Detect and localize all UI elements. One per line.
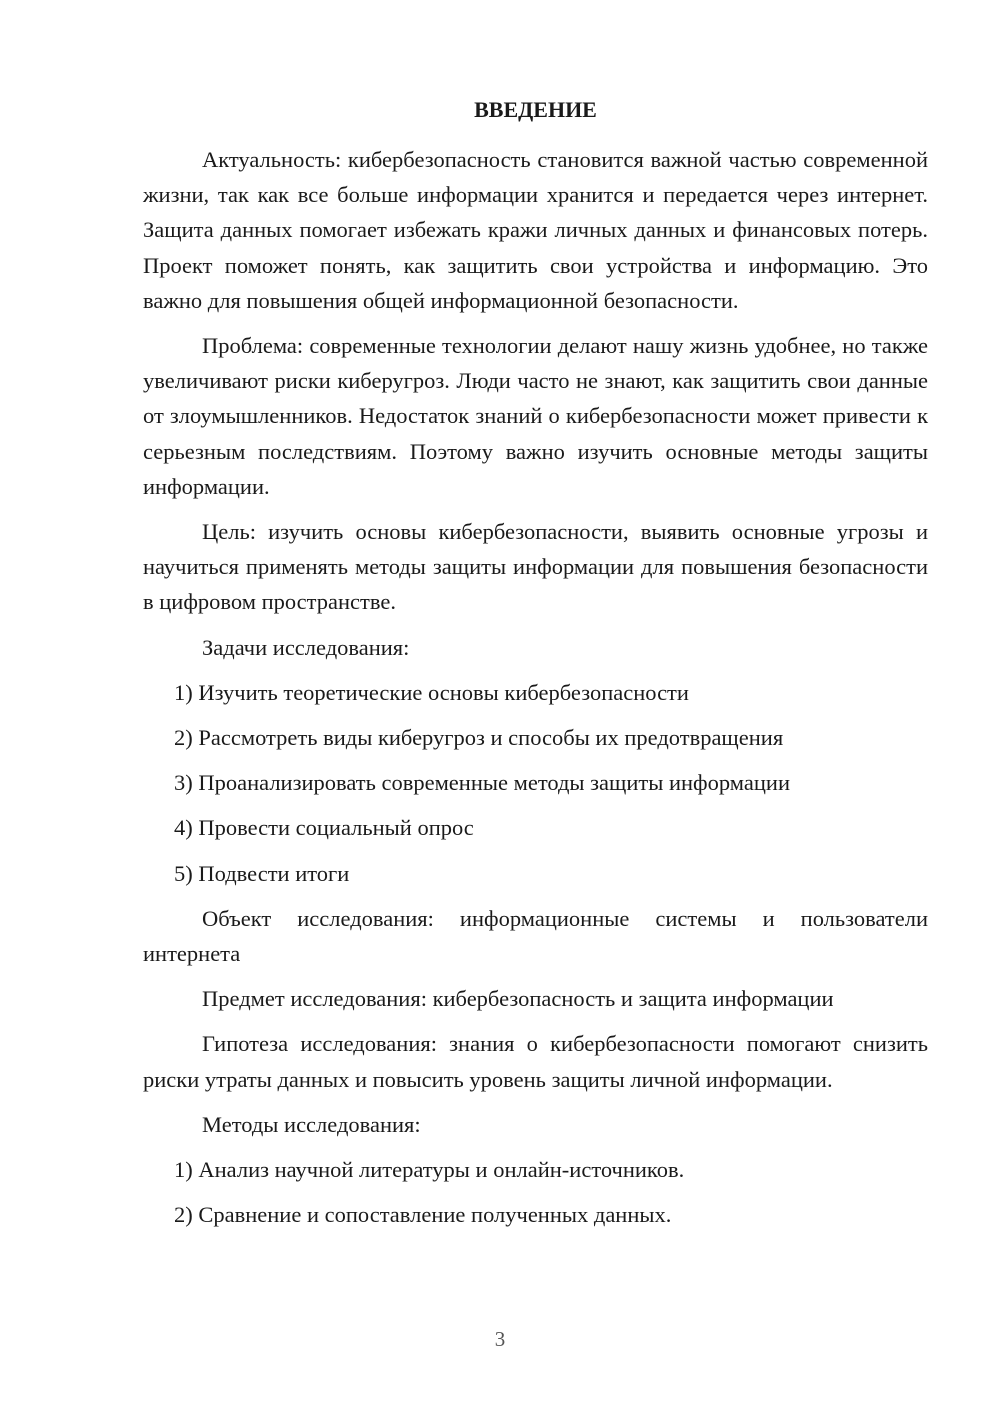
list-item: 1) Изучить теоретические основы кибербезопасности bbox=[174, 679, 689, 705]
tasks-heading: Задачи исследования: bbox=[202, 634, 410, 660]
list-item: 3) Проанализировать современные методы защиты информации bbox=[174, 770, 790, 796]
relevance-paragraph: Актуальность: кибербезопасность становится важной частью современной жизни, так как все больше информации хранится и передается через интернет. Защита данных помогает избежать кражи личных данных и финансовых потерь. Проект поможет понять, как защитить свои устройства и информацию. Это важно для повышения общей информационной безопасности. bbox=[143, 147, 928, 313]
list-item: 5) Подвести итоги bbox=[174, 860, 350, 886]
tasks-list bbox=[143, 675, 928, 891]
page-title: ВВЕДЕНИЕ bbox=[474, 97, 597, 122]
page-number: 3 bbox=[494, 1327, 506, 1351]
list-item: 2) Рассмотреть виды киберугроз и способы их предотвращения bbox=[174, 725, 784, 751]
goal-paragraph: Цель: изучить основы кибербезопасности, выявить основные угрозы и научиться применять методы защиты информации для повышения безопасности в цифровом пространстве. bbox=[143, 519, 928, 615]
object-paragraph: Объект исследования: информационные системы и пользователи интернета bbox=[143, 905, 928, 967]
list-item: 4) Провести социальный опрос bbox=[174, 815, 474, 841]
document-page bbox=[143, 92, 928, 1242]
list-item: 2) Сравнение и сопоставление полученных данных. bbox=[174, 1202, 672, 1228]
hypothesis-paragraph: Гипотеза исследования: знания о кибербезопасности помогают снизить риски утраты данных и повысить уровень защиты личной информации. bbox=[143, 1031, 928, 1092]
methods-list bbox=[143, 1152, 928, 1232]
methods-heading: Методы исследования: bbox=[202, 1111, 421, 1137]
problem-paragraph: Проблема: современные технологии делают нашу жизнь удобнее, но также увеличивают риски киберугроз. Люди часто не знают, как защитить свои данные от злоумышленников. Недостаток знаний о кибербезопасности может привести к серьезным последствиям. Поэтому важно изучить основные методы защиты информации. bbox=[143, 333, 928, 499]
subject-paragraph: Предмет исследования: кибербезопасность и защита информации bbox=[202, 986, 834, 1012]
list-item: 1) Анализ научной литературы и онлайн-источников. bbox=[174, 1157, 685, 1183]
